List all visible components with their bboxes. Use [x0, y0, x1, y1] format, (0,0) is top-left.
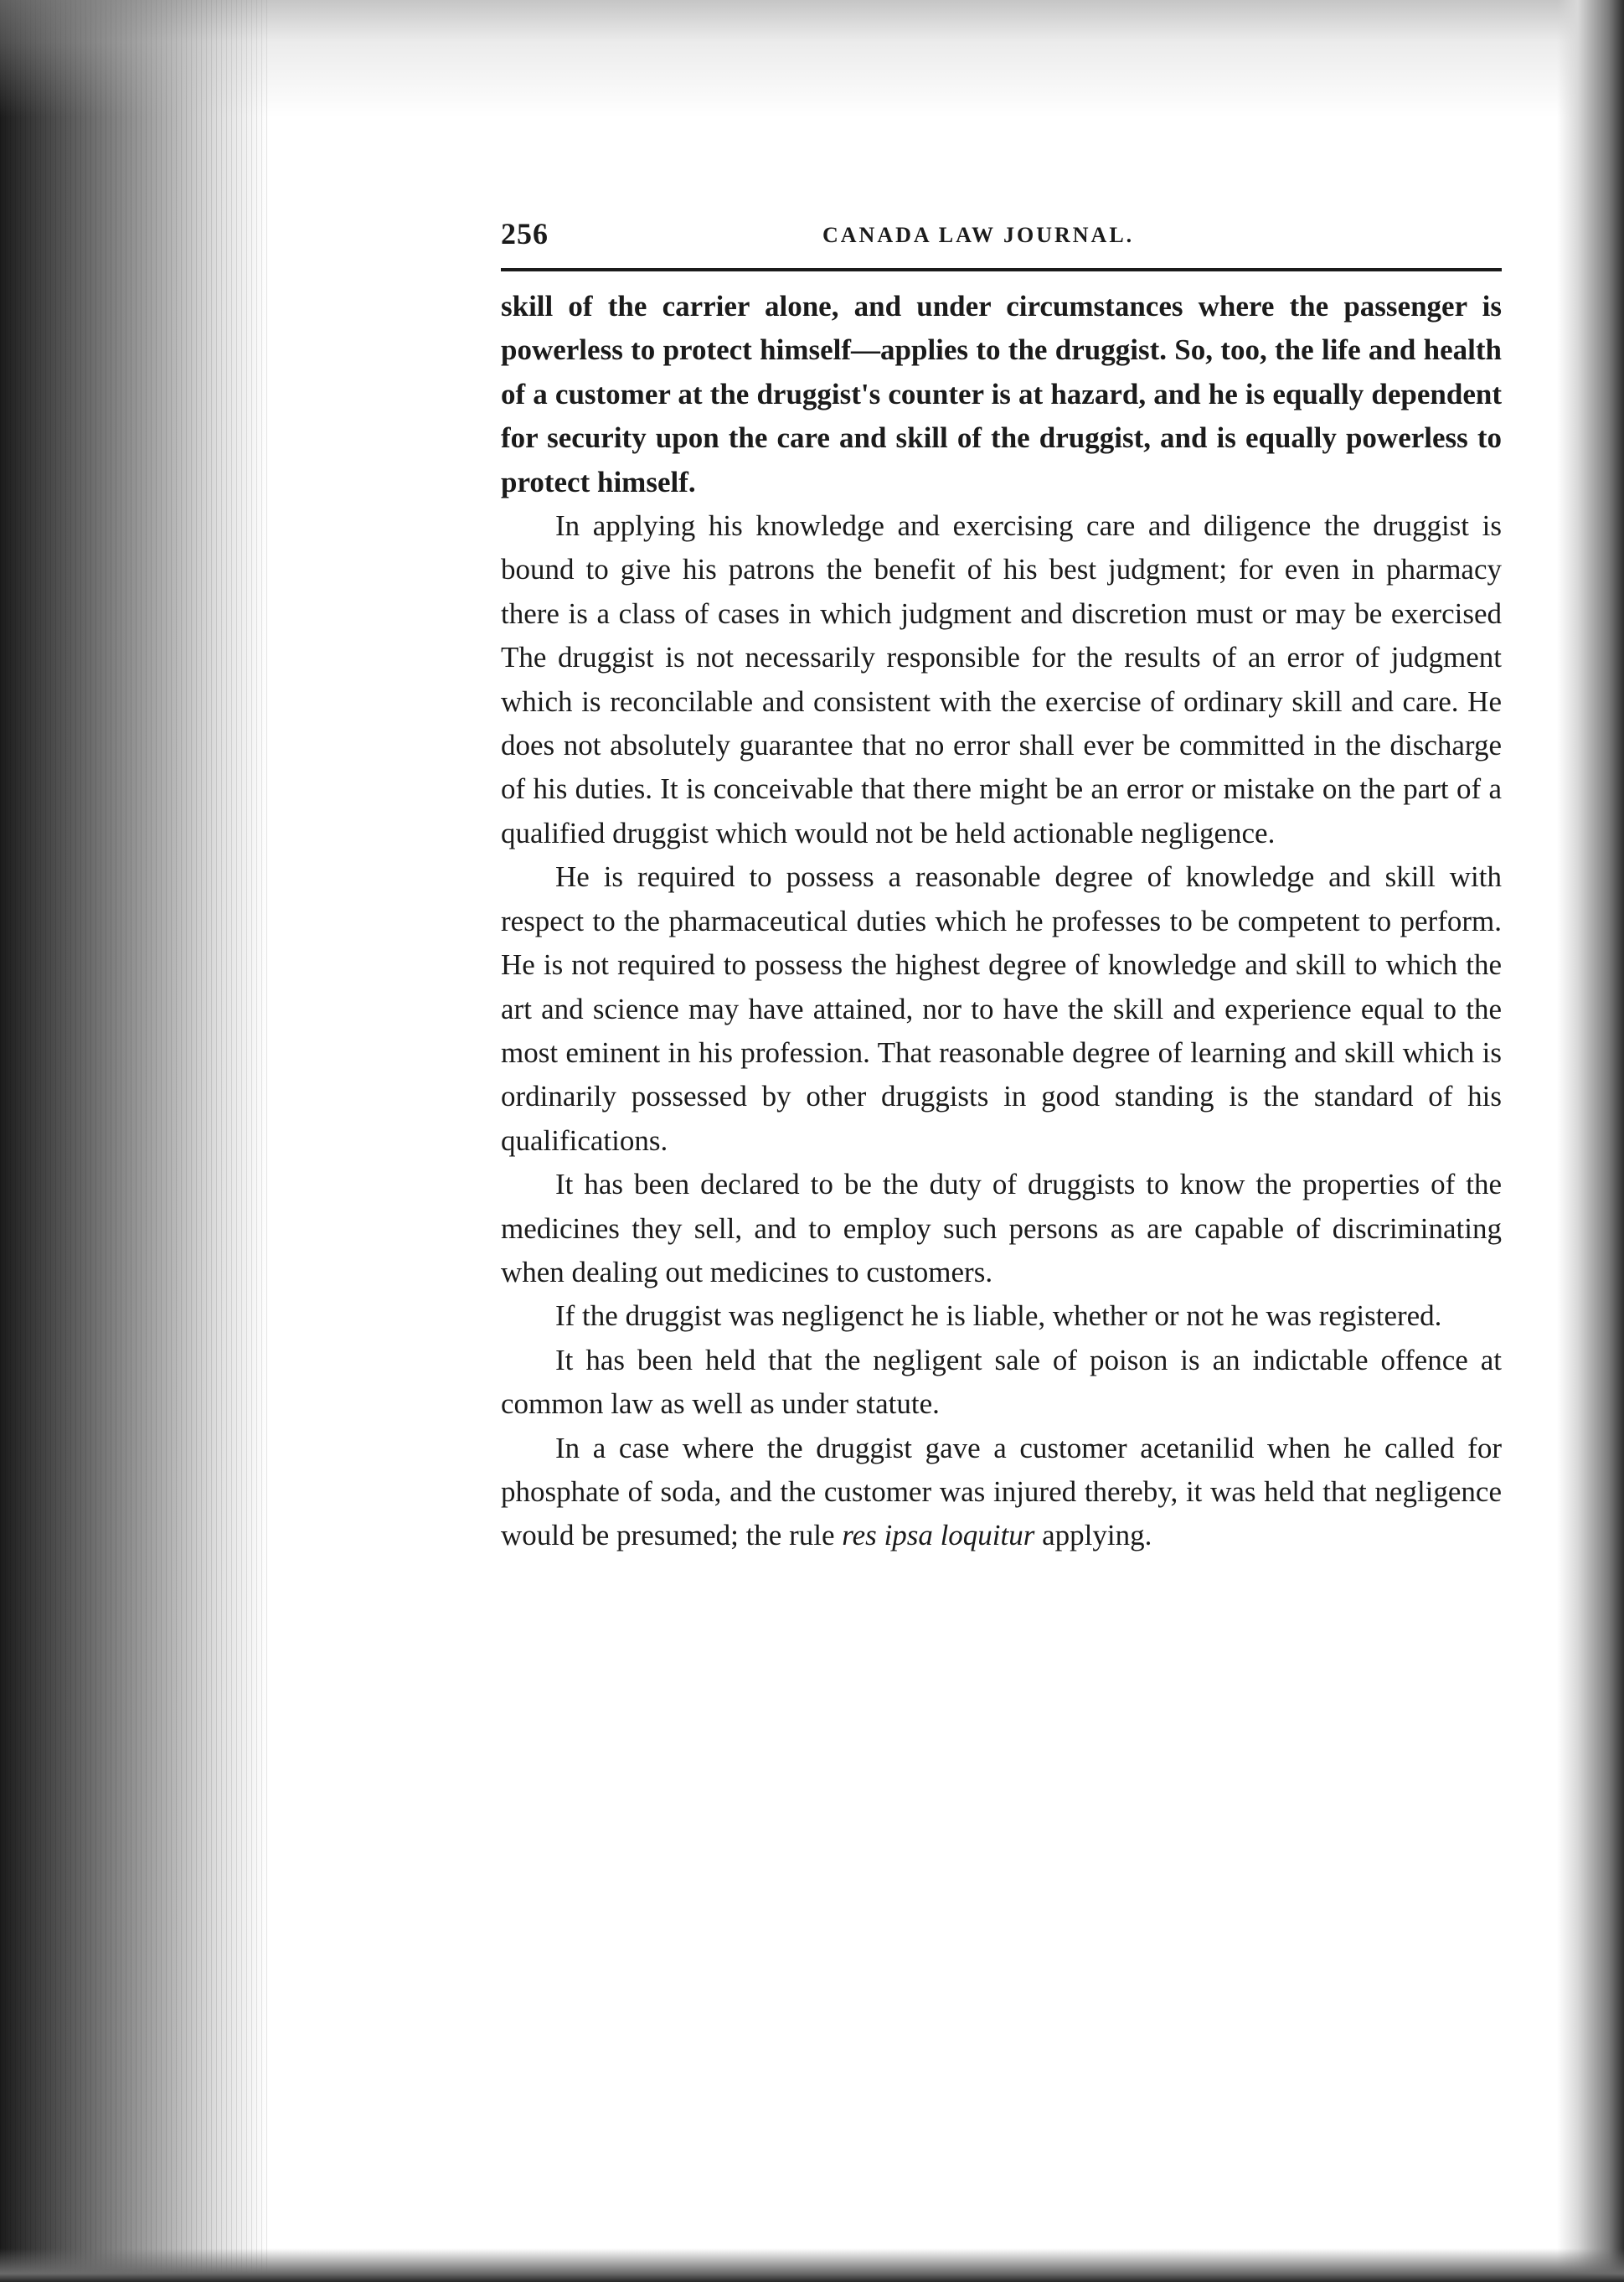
page-number: 256: [501, 217, 549, 250]
paragraph-last-ending: applying.: [1042, 1519, 1152, 1552]
paragraph: He is required to possess a reasonable degree of knowledge and skill with respect to the pharmaceutical duties which he professes to be competent to perform. He is not required to possess the highest degree of knowledge and skill to which the art and science may have attained, nor to have the skill and experience equal to the most eminent in his profession. That reasonable degree of learning and skill which is ordinarily possessed by other druggists in good standing is the standard of his qualifications.: [501, 860, 1502, 1157]
scan-shadow-top: [0, 0, 1624, 117]
header-rule: [501, 268, 1502, 271]
page-content: [501, 216, 1502, 1558]
paragraph: It has been declared to be the duty of druggists to know the properties of the medicines they sell, and to employ such persons as are capable of discriminating when dealing out medicines to customers.: [501, 1168, 1502, 1288]
paragraph: It has been held that the negligent sale of poison is an indictable offence at common law as well as under statute.: [501, 1343, 1502, 1421]
paragraph: In applying his knowledge and exercising care and diligence the druggist is bound to give his patrons the benefit of his best judgment; for even in pharmacy there is a class of cases in which judgment and discretion must or may be exercised The druggist is not necessarily responsible for the results of an error of judgment which is reconcilable and consistent with the exercise of ordinary skill and care. He does not absolutely guarantee that no error shall ever be committed in the discharge of his duties. It is conceivable that there might be an error or mistake on the part of a qualified druggist which would not be held actionable negligence.: [501, 509, 1502, 849]
paragraph: skill of the carrier alone, and under circumstances where the passenger is powerless to protect himself—applies to the druggist. So, too, the life and health of a customer at the druggist's counter is at hazard, and he is equally dependent for security upon the care and skill of the druggist, and is equally powerless to protect himself.: [501, 290, 1502, 498]
running-head: [501, 216, 1502, 256]
paragraph-last-text: In a case where the druggist gave a customer acetanilid when he called for phosphate of soda, and the customer was injured thereby, it was held that negligence would be presumed; the rule: [501, 1431, 1502, 1552]
paragraph: If the druggist was negligenct he is liable, whether or not he was registered.: [555, 1299, 1442, 1333]
scan-shadow-right: [1557, 0, 1624, 2282]
latin-phrase: res ipsa loquitur: [842, 1519, 1035, 1552]
paragraph-last: [501, 1427, 1502, 1558]
scan-shadow-bottom: [0, 2248, 1624, 2282]
scan-shadow-left: [0, 0, 268, 2282]
body-text: [501, 285, 1502, 1558]
journal-title: CANADA LAW JOURNAL.: [822, 223, 1135, 247]
